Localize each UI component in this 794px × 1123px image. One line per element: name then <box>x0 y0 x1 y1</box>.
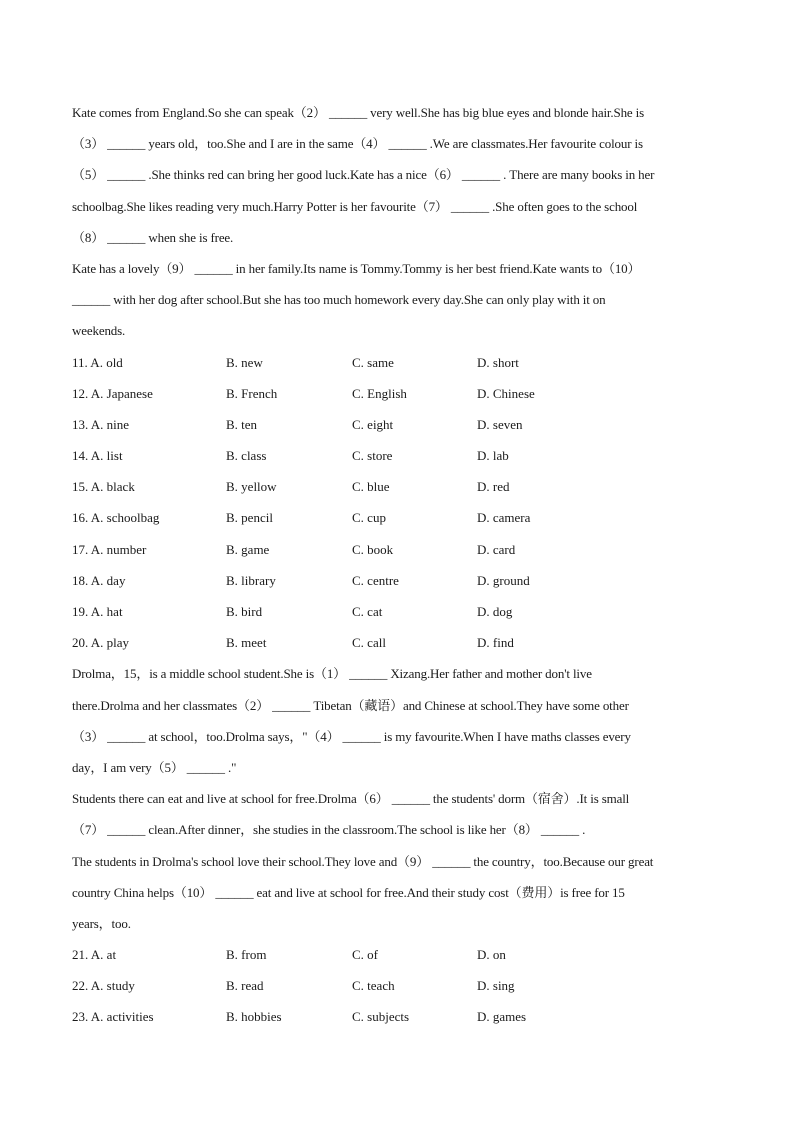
option-c: C. of <box>352 947 378 963</box>
text-line: weekends. <box>72 323 126 339</box>
option-c: C. same <box>352 354 394 370</box>
option-d: D. ground <box>477 572 530 588</box>
option-b: B. French <box>226 385 278 401</box>
option-a: 22. A. study <box>72 978 135 994</box>
option-a: 12. A. Japanese <box>72 385 153 401</box>
option-b: B. yellow <box>226 479 277 495</box>
option-c: C. store <box>352 448 393 464</box>
question-row-17 <box>72 534 722 565</box>
passage-kate <box>72 97 722 347</box>
text-line: （3） ______ at school，too.Drolma says，"（4） ______ is my favourite.When I have maths classes every <box>72 728 631 744</box>
passage-kate-paragraph-1 <box>72 97 722 253</box>
option-b: B. hobbies <box>226 1009 282 1025</box>
text-line: ______ with her dog after school.But she has too much homework every day.She can only play with it on <box>72 292 606 308</box>
option-d: D. short <box>477 354 519 370</box>
option-c: C. cup <box>352 510 386 526</box>
question-row-12 <box>72 378 722 409</box>
text-line: years，too. <box>72 915 131 931</box>
option-d: D. card <box>477 541 516 557</box>
option-a: 21. A. at <box>72 947 117 963</box>
text-line: Kate has a lovely（9） ______ in her family.Its name is Tommy.Tommy is her best friend.Kate wants to（10） <box>72 260 641 276</box>
text-line: Students there can eat and live at school for free.Drolma（6） ______ the students' dorm（宿舍）.It is small <box>72 791 630 807</box>
option-d: D. find <box>477 635 514 651</box>
option-d: D. seven <box>477 416 523 432</box>
passage-kate-paragraph-2 <box>72 253 722 347</box>
option-d: D. sing <box>477 978 515 994</box>
question-list-drolma <box>72 939 722 1033</box>
option-c: C. call <box>352 635 386 651</box>
option-c: C. blue <box>352 479 390 495</box>
option-a: 14. A. list <box>72 448 123 464</box>
text-line: day，I am very（5） ______ ." <box>72 759 237 775</box>
option-b: B. bird <box>226 604 263 619</box>
text-line: country China helps（10） ______ eat and live at school for free.And their study cost（费用）is free for 15 <box>72 884 625 900</box>
option-c: C. teach <box>352 978 395 994</box>
option-a: 20. A. play <box>72 635 130 651</box>
text-line: there.Drolma and her classmates（2） ______ Tibetan（藏语）and Chinese at school.They have some other <box>72 697 629 713</box>
option-c: C. cat <box>352 604 383 619</box>
option-c: C. English <box>352 385 407 401</box>
option-d: D. games <box>477 1009 527 1025</box>
question-row-19 <box>72 596 722 627</box>
option-d: D. Chinese <box>477 385 535 401</box>
question-row-23 <box>72 1001 722 1032</box>
option-b: B. game <box>226 541 270 557</box>
option-b: B. read <box>226 978 264 994</box>
text-line: Drolma，15，is a middle school student.She is（1） ______ Xizang.Her father and mother don't live <box>72 666 592 682</box>
option-a: 15. A. black <box>72 479 135 495</box>
option-a: 16. A. schoolbag <box>72 510 160 526</box>
question-list-kate <box>72 347 722 659</box>
option-c: C. book <box>352 541 394 557</box>
passage-drolma <box>72 658 722 939</box>
option-c: C. subjects <box>352 1009 410 1025</box>
question-row-14 <box>72 440 722 471</box>
passage-drolma-paragraph-1 <box>72 658 722 783</box>
option-d: D. red <box>477 479 510 495</box>
question-row-18 <box>72 565 722 596</box>
option-b: B. new <box>226 354 263 370</box>
passage-drolma-paragraph-3 <box>72 846 722 940</box>
option-a: 17. A. number <box>72 541 147 557</box>
option-b: B. pencil <box>226 510 273 526</box>
text-line: （8） ______ when she is free. <box>72 229 234 245</box>
text-line: Kate comes from England.So she can speak（2） ______ very well.She has big blue eyes and blonde hair.She is <box>72 105 645 120</box>
question-row-11 <box>72 347 722 378</box>
passage-drolma-paragraph-2 <box>72 783 722 845</box>
text-line: schoolbag.She likes reading very much.Harry Potter is her favourite（7） ______ .She often goes to the school <box>72 198 638 214</box>
option-d: D. on <box>477 947 506 963</box>
question-row-13 <box>72 409 722 440</box>
option-a: 13. A. nine <box>72 416 130 432</box>
option-b: B. meet <box>226 635 267 651</box>
document-page <box>72 97 722 1033</box>
option-c: C. centre <box>352 572 399 588</box>
option-b: B. library <box>226 572 276 588</box>
option-b: B. from <box>226 947 267 963</box>
option-c: C. eight <box>352 416 394 432</box>
question-row-16 <box>72 502 722 533</box>
text-line: （7） ______ clean.After dinner，she studies in the classroom.The school is like her（8） ______ . <box>72 822 586 838</box>
option-d: D. camera <box>477 510 531 526</box>
option-a: 19. A. hat <box>72 604 123 619</box>
option-a: 18. A. day <box>72 572 126 588</box>
option-a: 23. A. activities <box>72 1009 154 1025</box>
question-row-15 <box>72 471 722 502</box>
text-line: （5） ______ .She thinks red can bring her good luck.Kate has a nice（6） ______ . There are many books in her <box>72 167 655 183</box>
text-line: （3） ______ years old，too.She and I are in the same（4） ______ .We are classmates.Her favourite colour is <box>72 136 643 152</box>
option-b: B. class <box>226 448 267 464</box>
question-row-22 <box>72 970 722 1001</box>
option-d: D. lab <box>477 448 509 464</box>
text-line: The students in Drolma's school love their school.They love and（9） ______ the country，too.Because our great <box>72 853 654 869</box>
option-d: D. dog <box>477 604 513 619</box>
option-b: B. ten <box>226 416 258 432</box>
option-a: 11. A. old <box>72 354 123 370</box>
question-row-21 <box>72 939 722 970</box>
question-row-20 <box>72 627 722 658</box>
